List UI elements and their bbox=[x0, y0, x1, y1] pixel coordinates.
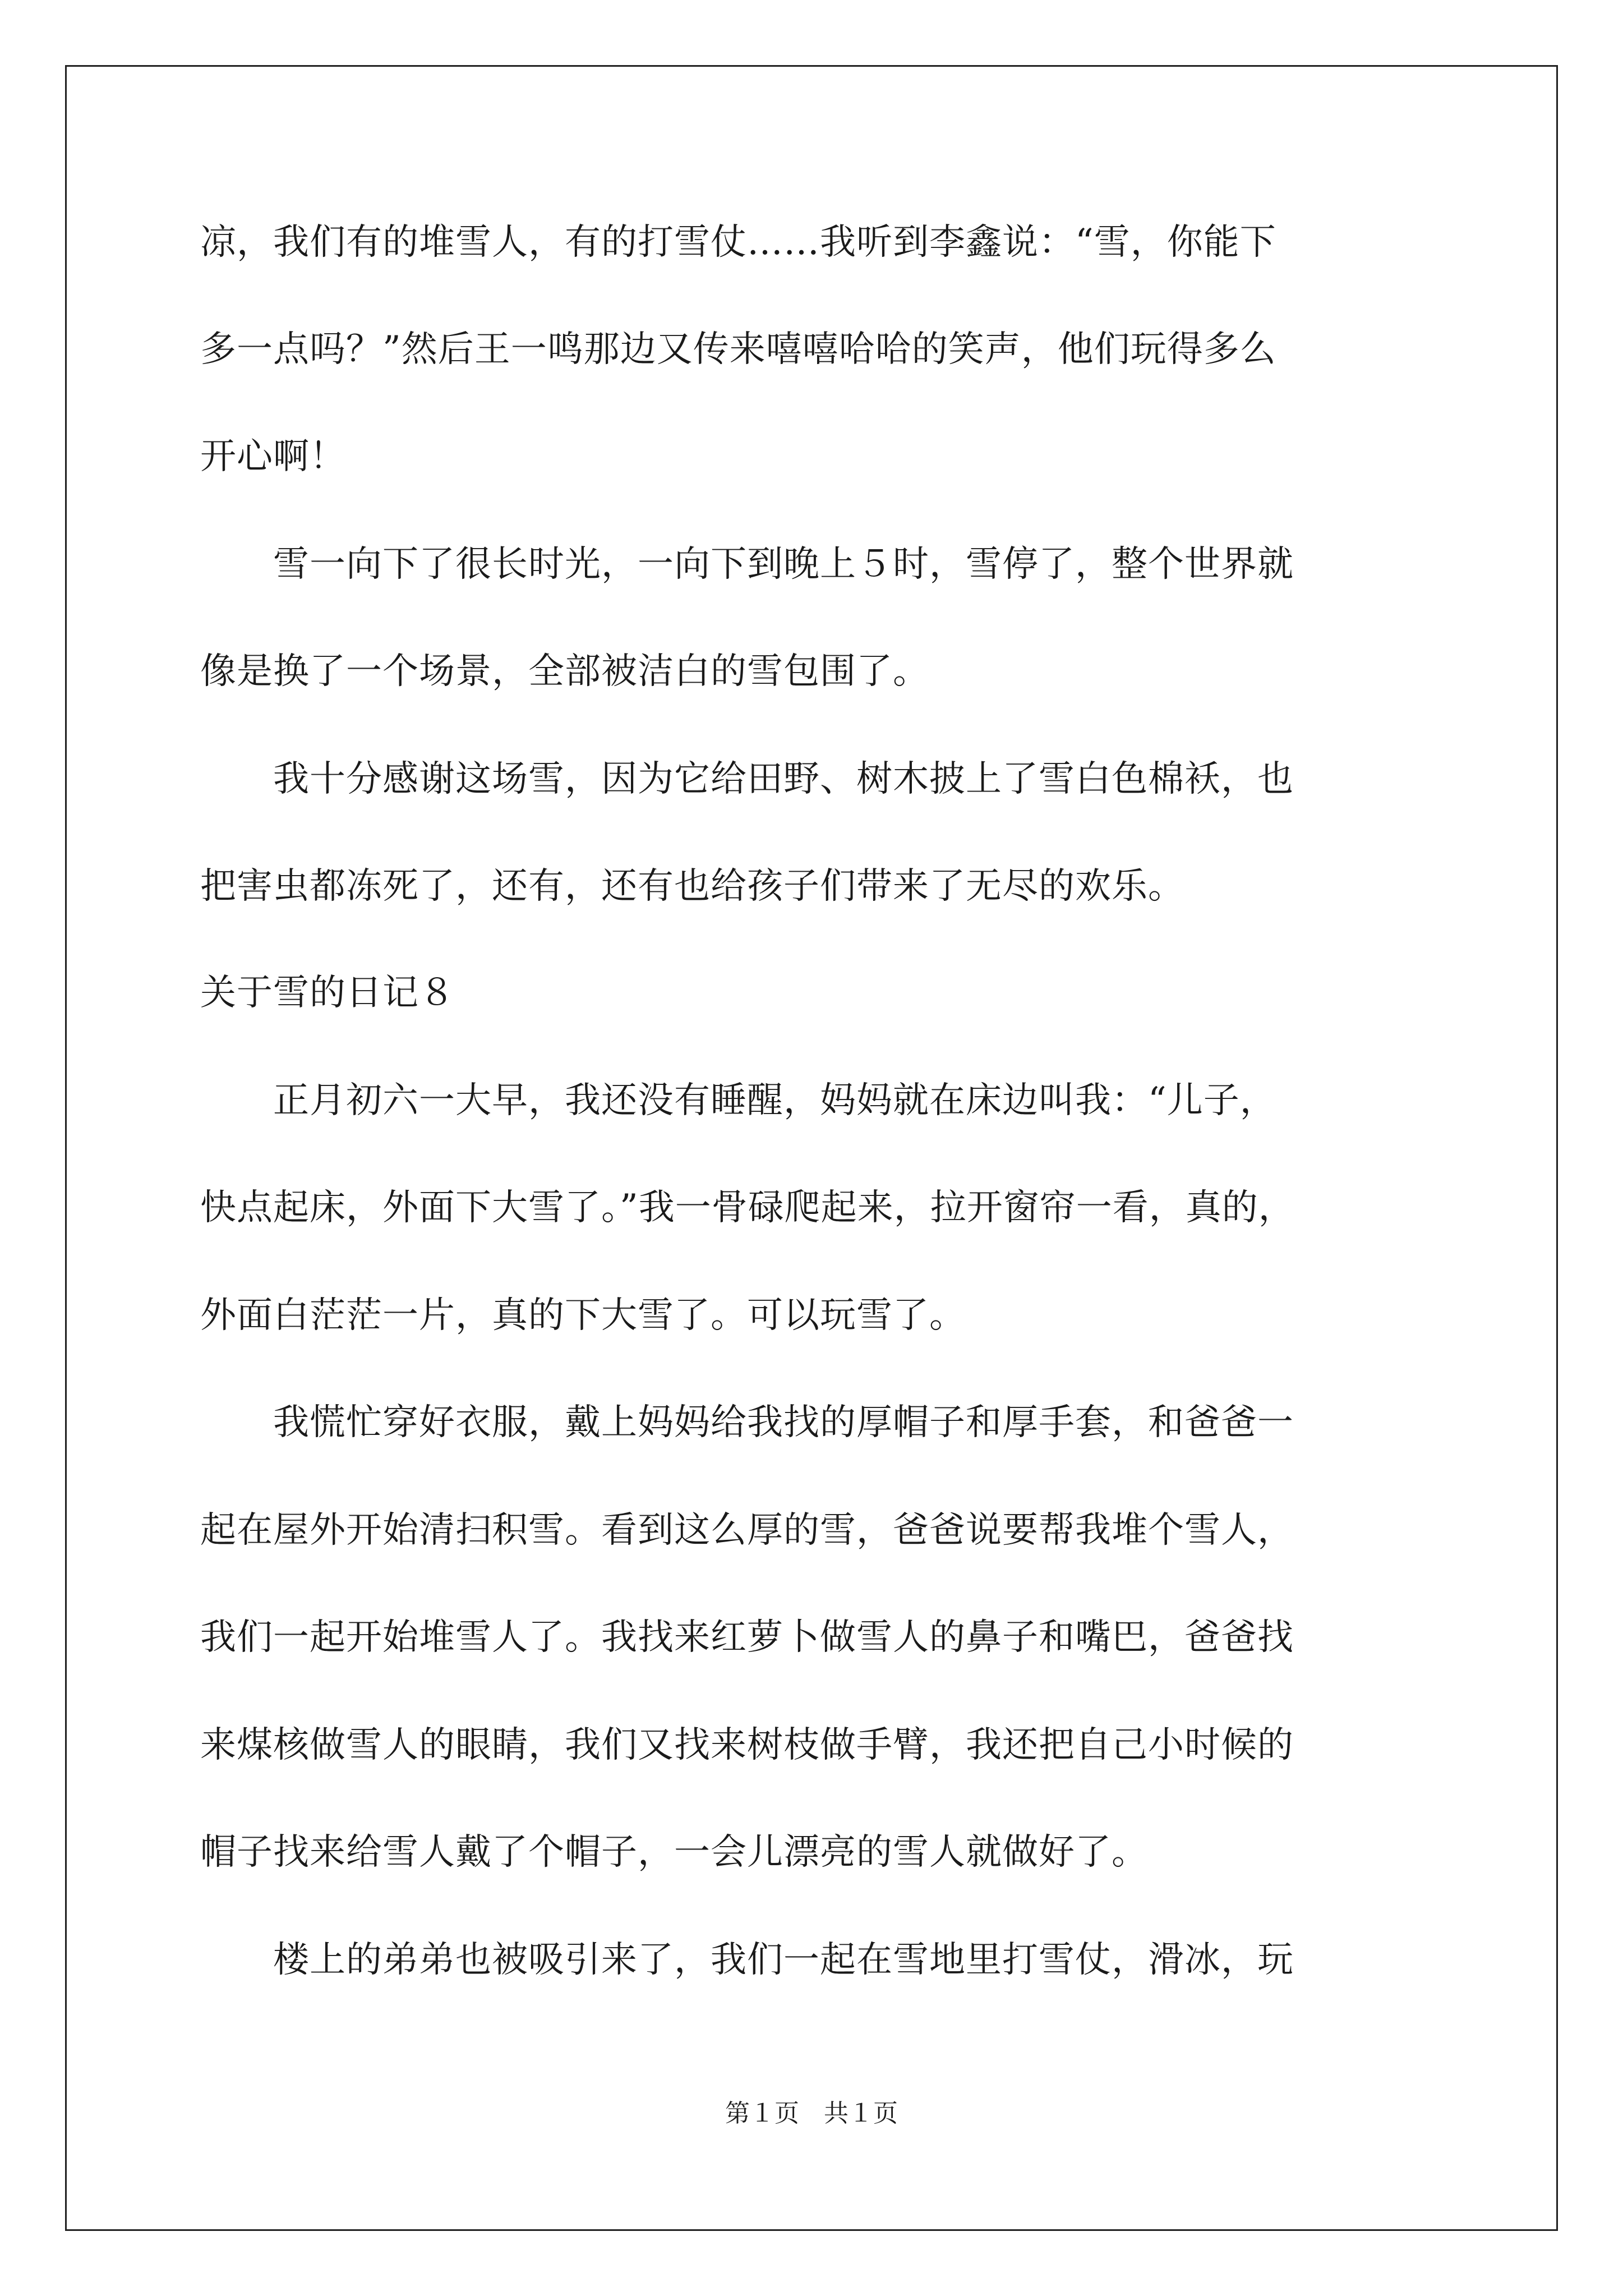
text-line: 外面白茫茫一片，真的下大雪了。可以玩雪了。 bbox=[200, 1295, 966, 1336]
text-line: 来煤核做雪人的眼睛，我们又找来树枝做手臂，我还把自己小时候的 bbox=[200, 1724, 1294, 1766]
page-footer: 第１页 共１页 bbox=[725, 2099, 898, 2128]
text-line: 我十分感谢这场雪，因为它给田野、树木披上了雪白色棉袄，也 bbox=[200, 758, 1294, 800]
text-line: 正月初六一大早，我还没有睡醒，妈妈就在床边叫我：“儿子， bbox=[200, 1080, 1276, 1121]
text-line: 帽子找来给雪人戴了个帽子，一会儿漂亮的雪人就做好了。 bbox=[200, 1832, 1148, 1873]
page-border bbox=[65, 65, 1558, 2231]
text-line: 把害虫都冻死了，还有，还有也给孩子们带来了无尽的欢乐。 bbox=[200, 866, 1184, 907]
text-line: 像是换了一个场景，全部被洁白的雪包围了。 bbox=[200, 651, 929, 692]
text-line: 起在屋外开始清扫积雪。看到这么厚的雪，爸爸说要帮我堆个雪人， bbox=[200, 1510, 1294, 1551]
text-line: 雪一向下了很长时光，一向下到晚上５时，雪停了，整个世界就 bbox=[200, 544, 1294, 585]
text-line: 开心啊！ bbox=[200, 436, 346, 477]
text-line: 楼上的弟弟也被吸引来了，我们一起在雪地里打雪仗，滑冰，玩 bbox=[200, 1939, 1294, 1981]
text-line: 凉，我们有的堆雪人，有的打雪仗……我听到李鑫说：“雪，你能下 bbox=[200, 222, 1276, 263]
section-heading: 关于雪的日记８ bbox=[200, 972, 455, 1014]
text-line: 多一点吗？”然后王一鸣那边又传来嘻嘻哈哈的笑声，他们玩得多么 bbox=[200, 329, 1276, 370]
text-line: 快点起床，外面下大雪了。”我一骨碌爬起来，拉开窗帘一看，真的， bbox=[200, 1187, 1295, 1228]
text-line: 我慌忙穿好衣服，戴上妈妈给我找的厚帽子和厚手套，和爸爸一 bbox=[200, 1402, 1294, 1443]
text-line: 我们一起开始堆雪人了。我找来红萝卜做雪人的鼻子和嘴巴，爸爸找 bbox=[200, 1617, 1294, 1658]
